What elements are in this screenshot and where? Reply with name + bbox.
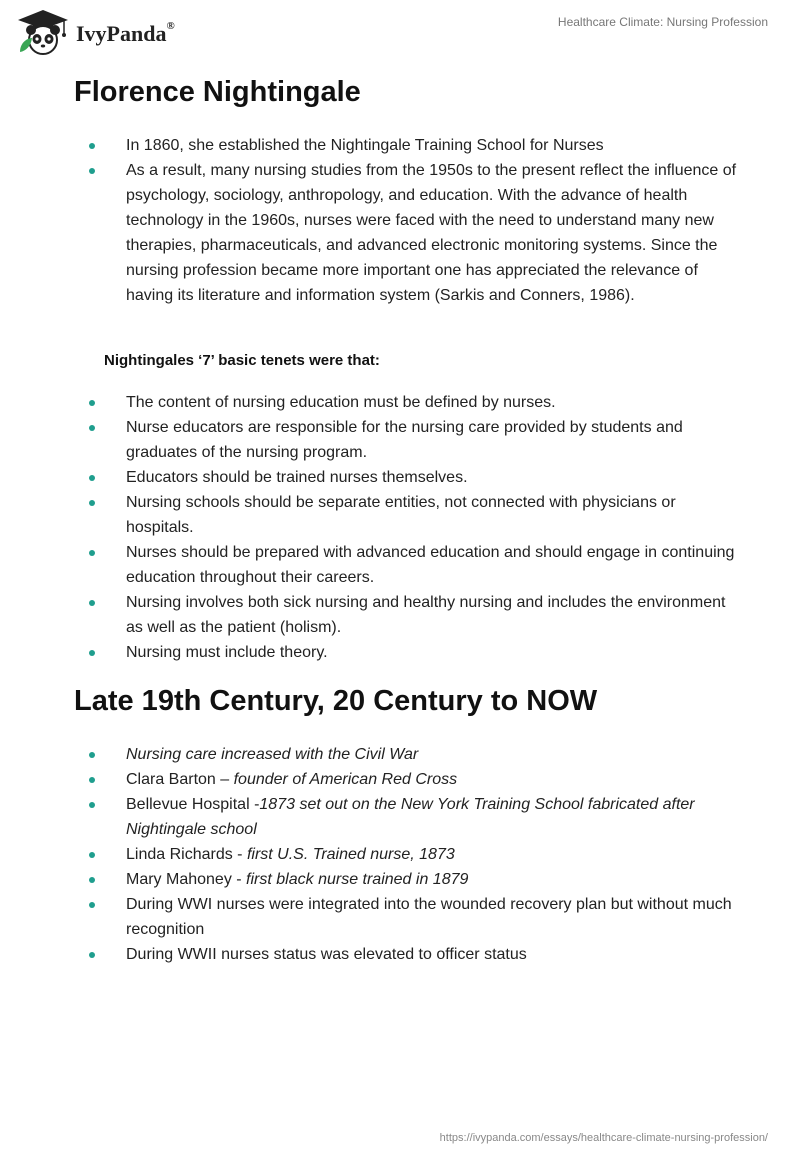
list-item: Clara Barton – founder of American Red Cross [0,767,800,792]
history-list [0,742,800,967]
tenets-subheading: Nightingales ‘7’ basic tenets were that: [104,352,380,369]
bullet-icon [89,902,95,908]
bullet-icon [89,550,95,556]
list-item: Educators should be trained nurses themselves. [0,465,800,490]
bullet-icon [89,475,95,481]
panda-logo-icon [14,8,72,56]
list-item: Nursing schools should be separate entities, not connected with physicians or hospitals. [0,490,800,540]
bullet-icon [89,777,95,783]
bullet-icon [89,168,95,174]
list-item: Nursing care increased with the Civil War [0,742,800,767]
list-item: Linda Richards - first U.S. Trained nurse, 1873 [0,842,800,867]
bullet-icon [89,752,95,758]
bullet-icon [89,802,95,808]
bullet-icon [89,425,95,431]
logo-text: IvyPanda® [76,19,175,46]
list-item: Bellevue Hospital -1873 set out on the New York Training School fabricated after Nightingale school [0,792,800,842]
list-item: Nursing must include theory. [0,640,800,665]
list-item: Mary Mahoney - first black nurse trained in 1879 [0,867,800,892]
footer-url-link[interactable]: https://ivypanda.com/essays/healthcare-climate-nursing-profession/ [439,1132,768,1144]
list-item: Nurse educators are responsible for the nursing care provided by students and graduates of the nursing program. [0,415,800,465]
nightingale-bullet-list [0,133,800,308]
bullet-icon [89,852,95,858]
list-item: As a result, many nursing studies from the 1950s to the present reflect the influence of psychology, sociology, anthropology, and education. With the advance of health technology in the 1960s, nurses were faced with the need to understand many new therapies, pharmaceuticals, and advanced electronic monitoring systems. Since the nursing profession became more important one has appreciated the relevance of having its literature and information system (Sarkis and Conners, 1986). [0,158,800,308]
bullet-icon [89,143,95,149]
bullet-icon [89,952,95,958]
page-header [0,0,800,60]
section-heading-florence-nightingale: Florence Nightingale [74,76,361,108]
list-item: In 1860, she established the Nightingale Training School for Nurses [0,133,800,158]
bullet-icon [89,400,95,406]
section-heading-late-19th-century: Late 19th Century, 20 Century to NOW [74,685,598,717]
list-item: Nurses should be prepared with advanced education and should engage in continuing education throughout their careers. [0,540,800,590]
bullet-icon [89,500,95,506]
list-item: During WWI nurses were integrated into the wounded recovery plan but without much recognition [0,892,800,942]
logo[interactable] [14,8,175,56]
tenets-list [0,390,800,665]
bullet-icon [89,877,95,883]
list-item: Nursing involves both sick nursing and healthy nursing and includes the environment as well as the patient (holism). [0,590,800,640]
list-item: During WWII nurses status was elevated to officer status [0,942,800,967]
document-title: Healthcare Climate: Nursing Profession [557,15,768,29]
bullet-icon [89,600,95,606]
list-item: The content of nursing education must be defined by nurses. [0,390,800,415]
bullet-icon [89,650,95,656]
